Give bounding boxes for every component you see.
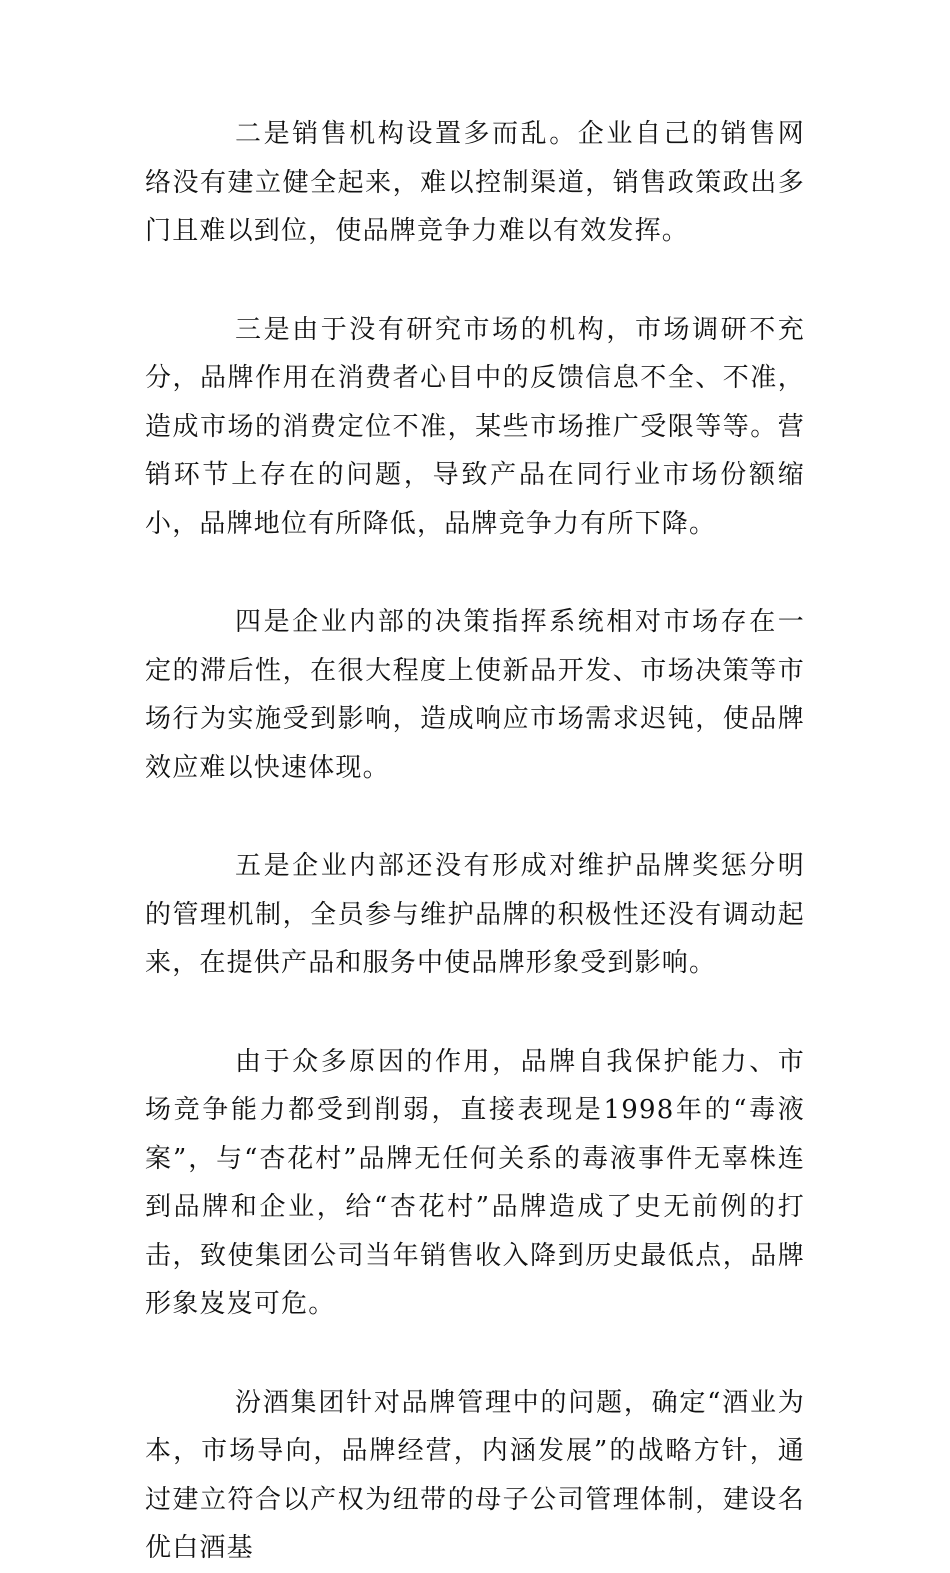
document-body: [145, 110, 805, 1573]
paragraph-management-mechanism: 五是企业内部还没有形成对维护品牌奖惩分明的管理机制，全员参与维护品牌的积极性还没有调动起来，在提供产品和服务中使品牌形象受到影响。: [145, 851, 805, 978]
paragraph-brand-crisis: 由于众多原因的作用，品牌自我保护能力、市场竞争能力都受到削弱，直接表现是1998年的“毒液案”，与“杏花村”品牌无任何关系的毒液事件无辜株连到品牌和企业，给“杏花村”品牌造成了史无前例的打击，致使集团公司当年销售收入降到历史最低点，品牌形象岌岌可危。: [145, 1046, 805, 1319]
paragraph-market-research: 三是由于没有研究市场的机构，市场调研不充分，品牌作用在消费者心目中的反馈信息不全、不准，造成市场的消费定位不准，某些市场推广受限等等。营销环节上存在的问题，导致产品在同行业市场份额缩小，品牌地位有所降低，品牌竞争力有所下降。: [145, 314, 805, 539]
paragraph-decision-system: 四是企业内部的决策指挥系统相对市场存在一定的滞后性，在很大程度上使新品开发、市场决策等市场行为实施受到影响，造成响应市场需求迟钝，使品牌效应难以快速体现。: [145, 607, 805, 783]
paragraph-strategy: 汾酒集团针对品牌管理中的问题，确定“酒业为本，市场导向，品牌经营，内涵发展”的战略方针，通过建立符合以产权为纽带的母子公司管理体制，建设名优白酒基: [145, 1387, 805, 1563]
paragraph-sales-structure: 二是销售机构设置多而乱。企业自己的销售网络没有建立健全起来，难以控制渠道，销售政策政出多门且难以到位，使品牌竞争力难以有效发挥。: [145, 119, 805, 246]
